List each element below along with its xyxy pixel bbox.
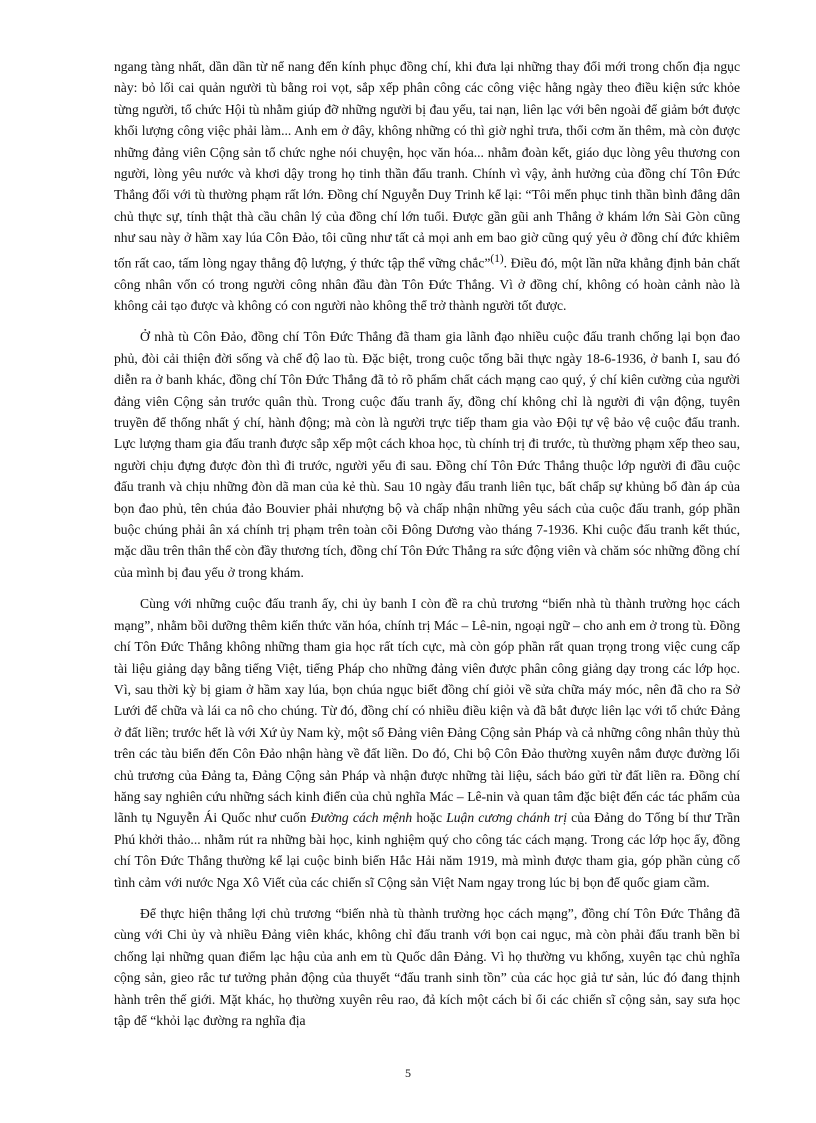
paragraph-2-text: Ở nhà tù Côn Đảo, đồng chí Tôn Đức Thắng đã tham gia lãnh đạo nhiều cuộc đấu tranh chống lại bọn đao phủ, đòi cải thiện đời sống và chế độ lao tù. Đặc biệt, trong cuộc tổng bãi thực ngày 18-6-1936, ở banh I, sau đó diễn ra ở banh khác, đồng chí Tôn Đức Thắng đã tỏ rõ phẩm chất cách mạng cao quý, ý chí kiên cường của người đảng viên Cộng sản trước quân thù. Trong cuộc đấu tranh ấy, đồng chí không chỉ là người đi vận động, tuyên truyền để thống nhất ý chí, hành động; mà còn là người trực tiếp tham gia vào Đội tự vệ bảo vệ cuộc đấu tranh. Lực lượng tham gia đấu tranh được sắp xếp một cách khoa học, tù chính trị đi trước, tù thường phạm xếp theo sau, người chịu đựng được đòn thì đi trước, người yếu đi sau. Đồng chí Tôn Đức Thắng thuộc lớp người đi đầu cuộc đấu tranh và chịu những đòn dã man của kẻ thù. Sau 10 ngày đấu tranh liên tục, bất chấp sự khủng bố đàn áp của bọn đao phủ, tên chúa đảo Bouvier phải nhượng bộ và chấp nhận những yêu sách của cuộc đấu tranh, góp phần buộc chúng phải ân xá chính trị phạm trên toàn cõi Đông Dương vào tháng 7-1936. Khi cuộc đấu tranh kết thúc, mặc dầu trên thân thể còn đầy thương tích, đồng chí Tôn Đức Thắng ra sức động viên và chăm sóc những đồng chí của mình bị đau yếu ở trong khám. xyxy=(114,329,740,580)
page-number: 5 xyxy=(405,1066,411,1080)
paragraph-4 xyxy=(114,903,740,1031)
paragraph-3-text-end: của Đảng do Tổng bí thư Trần Phú khởi thảo... nhằm rút ra những bài học, kinh nghiệm quý cho công tác cách mạng. Trong các lớp học ấy, đồng chí Tôn Đức Thắng thường kể lại cuộc binh biến Hắc Hải năm 1919, mà mình được tham gia, góp phần củng cố tình cảm với nước Nga Xô Viết của các chiến sĩ Cộng sản Việt Nam ngay trong lúc bị bọn đế quốc giam cầm. xyxy=(114,810,741,890)
book-title-duong-cach-menh: Đường cách mệnh xyxy=(310,810,413,826)
paragraph-4-text: Để thực hiện thắng lợi chủ trương “biến nhà tù thành trường học cách mạng”, đồng chí Tôn Đức Thắng đã cùng với Chi ủy và nhiều Đảng viên khác, không chỉ đấu tranh với bọn cai ngục, mà còn phải đấu tranh bền bỉ chống lại những quan điểm lạc hậu của anh em tù Quốc dân Đảng. Vì họ thường vu khống, xuyên tạc chủ nghĩa cộng sản, gieo rắc tư tưởng phản động của thuyết “đấu tranh sinh tồn” của các học giả tư sản, lúc đó đang thịnh hành trên thế giới. Mặt khác, họ thường xuyên rêu rao, đả kích một cách bỉ ổi các chiến sĩ cộng sản, say sưa học tập để “khỏi lạc đường ra nghĩa địa xyxy=(114,905,740,1028)
paragraph-3 xyxy=(114,593,740,893)
body-text xyxy=(114,56,740,1031)
paragraph-1-text: ngang tàng nhất, dần dần từ nể nang đến kính phục đồng chí, khi đưa lại những thay đổi mới trong chốn địa ngục này: bỏ lối cai quản người tù bằng roi vọt, sắp xếp phân công các công việc hằng ngày theo điều kiện sức khỏe từng người, tổ chức Hội tù nhằm giúp đỡ những người bị đau yếu, tai nạn, liên lạc với bên ngoài để giảm bớt được khối lượng công việc phải làm... Anh em ở đây, không những có thì giờ nghỉ trưa, thổi cơm ăn thêm, mà còn được những đảng viên Cộng sản tổ chức nghe nói chuyện, học văn hóa... nhằm đoàn kết, giáo dục lòng yêu thương con người, lòng yêu nước và khơi dậy trong họ tinh thần đấu tranh. Chính vì vậy, ảnh hưởng của đồng chí Tôn Đức Thắng đối với tù thường phạm rất lớn. Đồng chí Nguyễn Duy Trinh kể lại: “Tôi mến phục tinh thần bình đẳng dân chủ thực sự, tính thật thà cầu chân lý của đồng chí lớn tuổi. Được gần gũi anh Thắng ở khám lớn Sài Gòn cũng như sau này ở hầm xay lúa Côn Đảo, tôi cũng như tất cả mọi anh em bao giờ cũng quý yêu ở đồng chí đức khiêm tốn rất cao, tấm lòng ngay thẳng độ lượng, ý thức tập thể vững chắc” xyxy=(114,59,740,271)
paragraph-1 xyxy=(114,56,740,316)
paragraph-1-text-end: . Điều đó, một lần nữa khẳng định bản chất công nhân vốn có trong người công nhân đầu đàn Tôn Đức Thắng. Vì ở đồng chí, không có hoàn cảnh nào là không cải tạo được và không có con người nào không thể trở thành người tốt được. xyxy=(114,255,740,313)
paragraph-2 xyxy=(114,326,740,583)
paragraph-3-connector: hoặc xyxy=(412,810,447,826)
book-title-luan-cuong: Luận cương chánh trị xyxy=(446,810,568,826)
footnote-reference: (1) xyxy=(490,252,504,265)
paragraph-3-text: Cùng với những cuộc đấu tranh ấy, chi ủy banh I còn đề ra chủ trương “biến nhà tù thành trường học cách mạng”, nhằm bồi dưỡng thêm kiến thức văn hóa, chính trị Mác – Lê-nin, ngoại ngữ – cho anh em ở trong tù. Đồng chí Tôn Đức Thắng không những tham gia học rất tích cực, mà còn góp phần rất quan trọng trong việc cung cấp tài liệu giảng dạy bằng tiếng Việt, tiếng Pháp cho những đảng viên được phân công giảng dạy trong các lớp học. Vì, sau thời kỳ bị giam ở hầm xay lúa, bọn chúa ngục biết đồng chí giỏi về sửa chữa máy móc, nên đã cho ra Sở Lưới để chữa và lái ca nô cho chúng. Từ đó, đồng chí có nhiều điều kiện và đã bắt được liên lạc với tổ chức Đảng ở đất liền; trước hết là với Xứ ủy Nam kỳ, một số Đảng viên Đảng Cộng sản Pháp và cả những công nhân thủy thủ trên các tàu biển đến Côn Đảo nhận hàng về đất liền. Do đó, Chi bộ Côn Đảo thường xuyên nắm được đường lối chủ trương của Đảng ta, Đảng Cộng sản Pháp và nhận được những tài liệu, sách báo gửi từ đất liền ra. Đồng chí hăng say nghiên cứu những sách kinh điển của chủ nghĩa Mác – Lê-nin và quan tâm đặc biệt đến các tác phẩm của lãnh tụ Nguyễn Ái Quốc như cuốn xyxy=(114,596,740,826)
